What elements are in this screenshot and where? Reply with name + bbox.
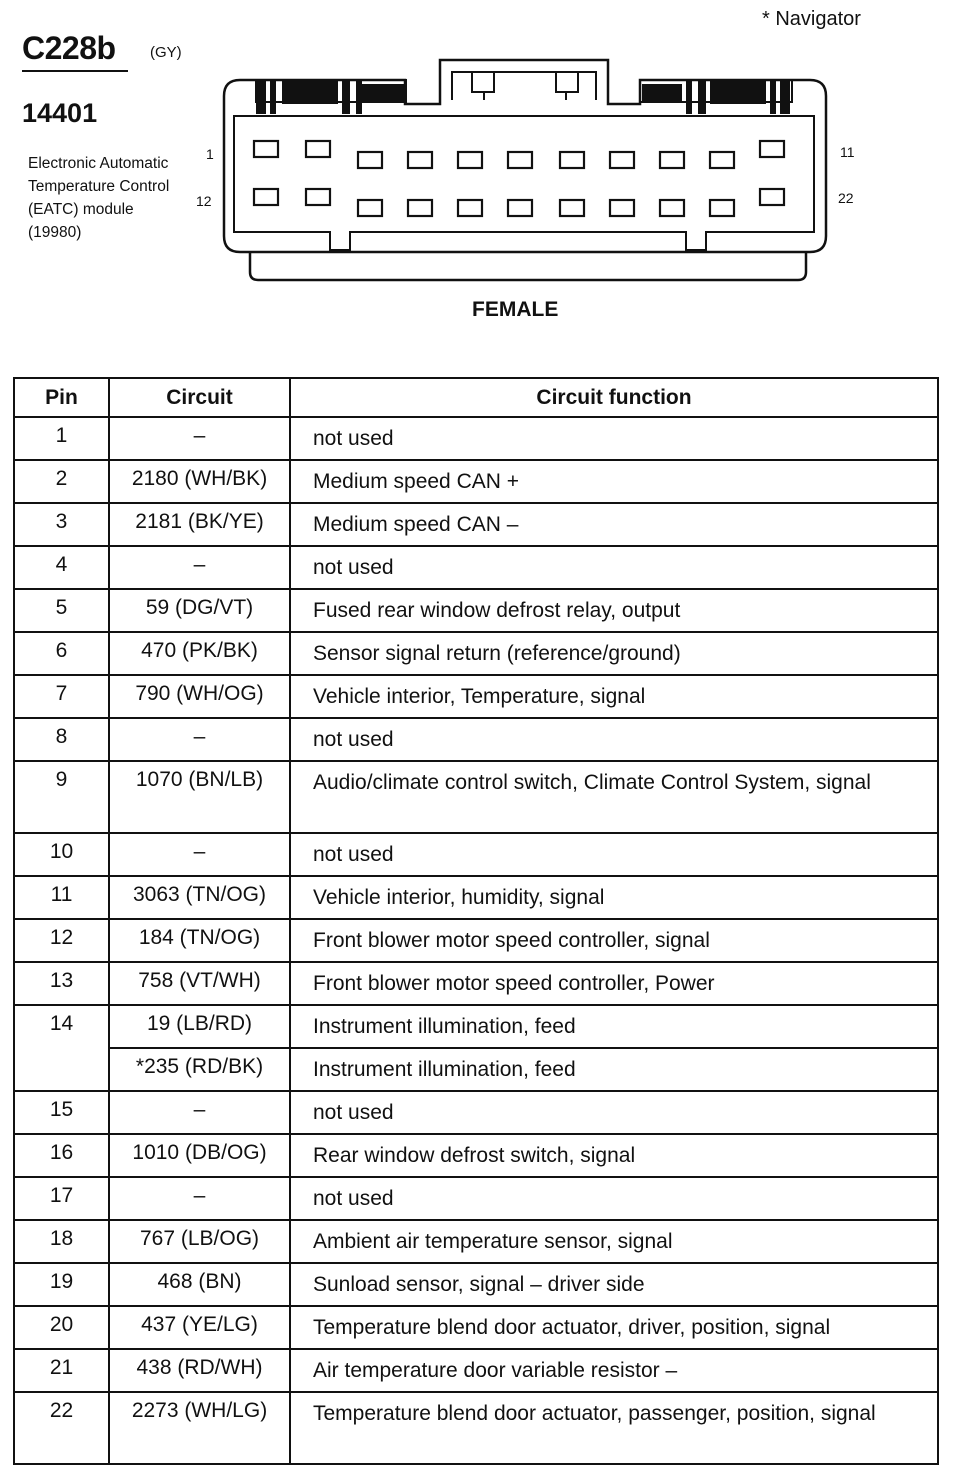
cavity [660, 200, 684, 216]
vehicle-note: * Navigator [762, 8, 861, 30]
function-cell: Air temperature door variable resistor – [290, 1349, 938, 1392]
cavity [458, 200, 482, 216]
function-cell: Front blower motor speed controller, signal [290, 919, 938, 962]
table-row [14, 1005, 938, 1048]
pin-cell: 16 [14, 1134, 109, 1177]
pin-cell: 3 [14, 503, 109, 546]
pin-cell: 10 [14, 833, 109, 876]
function-cell: not used [290, 417, 938, 460]
cavity [254, 141, 278, 157]
pin-cell: 2 [14, 460, 109, 503]
circuit-cell: 1010 (DB/OG) [109, 1134, 290, 1177]
pin-label-11: 11 [840, 144, 855, 160]
connector-gender: FEMALE [472, 298, 559, 321]
cavity [560, 200, 584, 216]
table-row [14, 1091, 938, 1134]
pin-cell: 9 [14, 761, 109, 833]
table-row [14, 833, 938, 876]
cavity [610, 152, 634, 168]
cavity-row-bottom [254, 189, 784, 216]
cavity-row-top [254, 141, 784, 168]
cavity [610, 200, 634, 216]
function-cell: Sunload sensor, signal – driver side [290, 1263, 938, 1306]
cavity [710, 200, 734, 216]
cavity [760, 189, 784, 205]
cavity [408, 200, 432, 216]
pin-cell: 4 [14, 546, 109, 589]
function-cell: Vehicle interior, humidity, signal [290, 876, 938, 919]
table-row [14, 460, 938, 503]
cavity [358, 200, 382, 216]
circuit-cell: *235 (RD/BK) [109, 1048, 290, 1091]
function-cell: not used [290, 1091, 938, 1134]
function-cell: Instrument illumination, feed [290, 1005, 938, 1048]
table-row [14, 675, 938, 718]
cavity [358, 152, 382, 168]
function-cell: Medium speed CAN – [290, 503, 938, 546]
connector-id: C228b [22, 30, 116, 66]
pin-cell: 8 [14, 718, 109, 761]
function-cell: not used [290, 1177, 938, 1220]
pin-table [13, 377, 939, 1465]
circuit-cell: 468 (BN) [109, 1263, 290, 1306]
table-row [14, 1048, 938, 1091]
pin-cell: 17 [14, 1177, 109, 1220]
function-cell: Audio/climate control switch, Climate Control System, signal [290, 761, 938, 833]
connector-color: (GY) [150, 44, 182, 61]
circuit-cell: 19 (LB/RD) [109, 1005, 290, 1048]
module-line: (EATC) module [28, 201, 134, 218]
cavity [560, 152, 584, 168]
center-lock-tab [452, 72, 596, 100]
table-row [14, 546, 938, 589]
module-line: (19980) [28, 224, 82, 241]
table-row [14, 417, 938, 460]
module-line: Electronic Automatic [28, 155, 169, 172]
pin-cell: 1 [14, 417, 109, 460]
cavity [660, 152, 684, 168]
circuit-cell: 767 (LB/OG) [109, 1220, 290, 1263]
header-pin: Pin [14, 378, 109, 417]
pin-label-22: 22 [838, 190, 854, 206]
circuit-cell: – [109, 1177, 290, 1220]
function-cell: Fused rear window defrost relay, output [290, 589, 938, 632]
table-row [14, 1220, 938, 1263]
circuit-cell: 470 (PK/BK) [109, 632, 290, 675]
circuit-cell: 790 (WH/OG) [109, 675, 290, 718]
pin-cell: 5 [14, 589, 109, 632]
function-cell: Sensor signal return (reference/ground) [290, 632, 938, 675]
table-row [14, 1134, 938, 1177]
pin-cell: 12 [14, 919, 109, 962]
circuit-cell: – [109, 718, 290, 761]
left-latch [256, 80, 406, 114]
function-cell: Temperature blend door actuator, passenger, position, signal [290, 1392, 938, 1464]
cavity [458, 152, 482, 168]
circuit-cell: – [109, 833, 290, 876]
circuit-cell: – [109, 1091, 290, 1134]
pin-cell: 18 [14, 1220, 109, 1263]
pin-cell: 19 [14, 1263, 109, 1306]
pin-cell: 15 [14, 1091, 109, 1134]
table-row [14, 632, 938, 675]
table-header-row [14, 378, 938, 417]
function-cell: not used [290, 546, 938, 589]
table-row [14, 718, 938, 761]
cavity [306, 141, 330, 157]
function-cell: Ambient air temperature sensor, signal [290, 1220, 938, 1263]
pin-label-1: 1 [206, 146, 214, 162]
part-number: 14401 [22, 98, 98, 128]
table-row [14, 503, 938, 546]
function-cell: Front blower motor speed controller, Power [290, 962, 938, 1005]
circuit-cell: 2181 (BK/YE) [109, 503, 290, 546]
pin-cell: 22 [14, 1392, 109, 1464]
header-function: Circuit function [290, 378, 938, 417]
table-row [14, 1349, 938, 1392]
pin-cell: 21 [14, 1349, 109, 1392]
cavity [710, 152, 734, 168]
pin-cell: 13 [14, 962, 109, 1005]
cavity [408, 152, 432, 168]
table-row [14, 1263, 938, 1306]
module-line: Temperature Control [28, 178, 170, 195]
cavity [508, 200, 532, 216]
circuit-cell: 437 (YE/LG) [109, 1306, 290, 1349]
pin-cell: 7 [14, 675, 109, 718]
table-row [14, 761, 938, 833]
table-row [14, 1392, 938, 1464]
circuit-cell: – [109, 417, 290, 460]
table-row [14, 919, 938, 962]
pin-label-12: 12 [196, 193, 212, 209]
pin-cell: 20 [14, 1306, 109, 1349]
table-row [14, 876, 938, 919]
function-cell: Medium speed CAN + [290, 460, 938, 503]
pin-cell: 11 [14, 876, 109, 919]
right-latch [640, 80, 792, 114]
function-cell: Temperature blend door actuator, driver, position, signal [290, 1306, 938, 1349]
cavity [760, 141, 784, 157]
cavity [306, 189, 330, 205]
circuit-cell: 1070 (BN/LB) [109, 761, 290, 833]
function-cell: not used [290, 833, 938, 876]
header-circuit: Circuit [109, 378, 290, 417]
circuit-cell: 2180 (WH/BK) [109, 460, 290, 503]
circuit-cell: 59 (DG/VT) [109, 589, 290, 632]
circuit-cell: – [109, 546, 290, 589]
table-row [14, 589, 938, 632]
pin-cell: 6 [14, 632, 109, 675]
circuit-cell: 2273 (WH/LG) [109, 1392, 290, 1464]
circuit-cell: 184 (TN/OG) [109, 919, 290, 962]
pin-cell: 14 [14, 1005, 109, 1091]
function-cell: Instrument illumination, feed [290, 1048, 938, 1091]
function-cell: Rear window defrost switch, signal [290, 1134, 938, 1177]
cavity [508, 152, 532, 168]
cavity [254, 189, 278, 205]
circuit-cell: 758 (VT/WH) [109, 962, 290, 1005]
function-cell: not used [290, 718, 938, 761]
function-cell: Vehicle interior, Temperature, signal [290, 675, 938, 718]
circuit-cell: 438 (RD/WH) [109, 1349, 290, 1392]
table-row [14, 1177, 938, 1220]
table-row [14, 1306, 938, 1349]
circuit-cell: 3063 (TN/OG) [109, 876, 290, 919]
connector-face-diagram [0, 0, 953, 300]
table-row [14, 962, 938, 1005]
